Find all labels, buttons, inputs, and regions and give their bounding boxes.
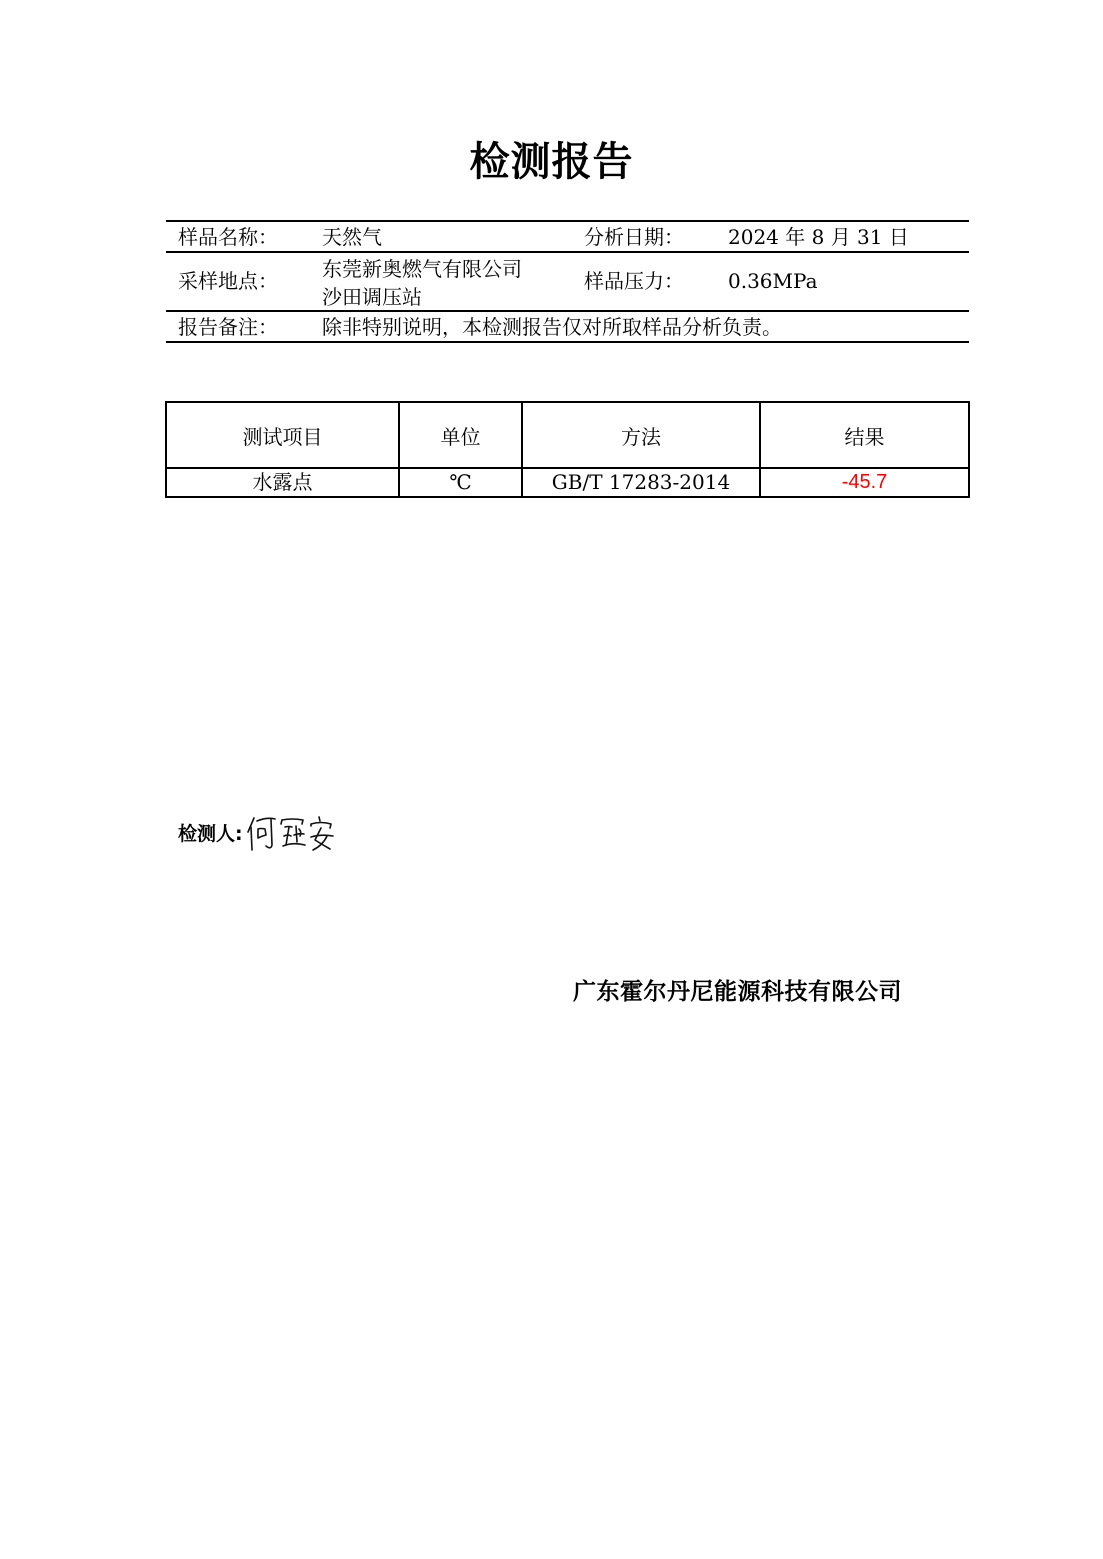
info-row-sampling-location bbox=[166, 253, 969, 312]
sample-info-block bbox=[166, 220, 969, 343]
cell-method: GB/T 17283-2014 bbox=[522, 468, 760, 497]
sample-name-value: 天然气 bbox=[322, 225, 382, 249]
header-test-item: 测试项目 bbox=[166, 402, 399, 468]
analysis-date-label: 分析日期： bbox=[584, 225, 684, 249]
analysis-date-value: 2024 年 8 月 31 日 bbox=[728, 225, 909, 249]
header-method: 方法 bbox=[522, 402, 760, 468]
results-table bbox=[165, 401, 970, 498]
tester-line bbox=[178, 812, 337, 856]
remark-label: 报告备注： bbox=[178, 315, 278, 339]
company-name: 广东霍尔丹尼能源科技有限公司 bbox=[573, 979, 902, 1005]
sample-name-label: 样品名称： bbox=[178, 225, 278, 249]
sampling-location-line1: 东莞新奥燃气有限公司 bbox=[322, 257, 522, 281]
cell-unit: ℃ bbox=[399, 468, 522, 497]
info-row-remark bbox=[166, 312, 969, 343]
cell-test-item: 水露点 bbox=[166, 468, 399, 497]
sample-pressure-label: 样品压力： bbox=[584, 269, 684, 293]
table-row bbox=[166, 468, 969, 497]
report-title: 检测报告 bbox=[469, 139, 634, 185]
header-unit: 单位 bbox=[399, 402, 522, 468]
results-header-row bbox=[166, 402, 969, 468]
remark-value: 除非特别说明，本检测报告仅对所取样品分析负责。 bbox=[322, 315, 782, 339]
tester-label: 检测人: bbox=[178, 823, 243, 845]
header-result: 结果 bbox=[760, 402, 969, 468]
handwritten-signature bbox=[245, 812, 337, 856]
sample-pressure-value: 0.36MPa bbox=[728, 269, 818, 293]
cell-result: -45.7 bbox=[760, 468, 969, 497]
sampling-location-value bbox=[322, 255, 522, 311]
info-row-sample-name bbox=[166, 222, 969, 253]
sampling-location-line2: 沙田调压站 bbox=[322, 285, 422, 309]
sampling-location-label: 采样地点： bbox=[178, 269, 278, 293]
